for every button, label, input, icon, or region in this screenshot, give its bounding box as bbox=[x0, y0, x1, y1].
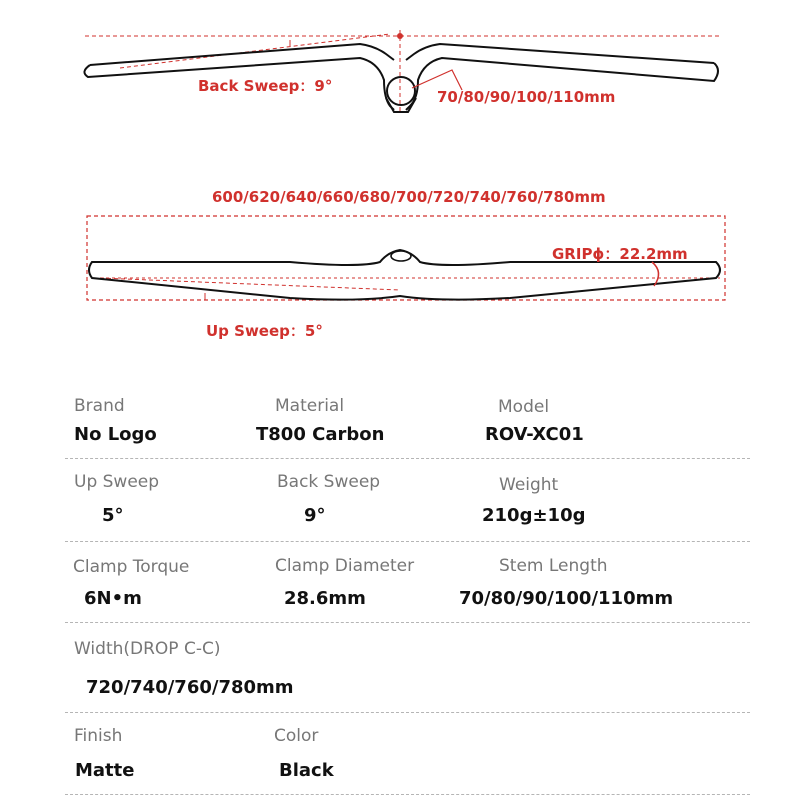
color-label: Color bbox=[274, 726, 319, 746]
handlebar-diagram bbox=[0, 0, 800, 360]
color-value: Black bbox=[279, 760, 334, 781]
up-sweep-value: 5° bbox=[102, 505, 124, 526]
clamp-torque-label: Clamp Torque bbox=[73, 557, 190, 577]
clamp-diameter-label: Clamp Diameter bbox=[275, 556, 415, 576]
model-label: Model bbox=[498, 397, 550, 417]
divider bbox=[65, 622, 750, 623]
up-sweep-spec-label: Up Sweep bbox=[74, 472, 160, 492]
weight-label: Weight bbox=[499, 475, 559, 495]
finish-label: Finish bbox=[74, 726, 123, 746]
stem-length-value: 70/80/90/100/110mm bbox=[459, 588, 674, 609]
up-sweep-label: Up Sweep：5° bbox=[206, 322, 323, 340]
clamp-diameter-value: 28.6mm bbox=[284, 588, 366, 609]
model-value: ROV-XC01 bbox=[485, 424, 584, 445]
material-label: Material bbox=[275, 396, 345, 416]
width-value: 720/740/760/780mm bbox=[86, 677, 294, 698]
stem-length-spec-label: Stem Length bbox=[499, 556, 608, 576]
divider bbox=[65, 541, 750, 542]
divider bbox=[65, 458, 750, 459]
brand-label: Brand bbox=[74, 396, 125, 416]
top-view-drawing bbox=[84, 30, 720, 112]
width-spec-label: Width(DROP C-C) bbox=[74, 639, 221, 659]
back-sweep-value: 9° bbox=[304, 505, 326, 526]
divider bbox=[65, 794, 750, 795]
divider bbox=[65, 712, 750, 713]
clamp-torque-value: 6N•m bbox=[84, 588, 142, 609]
finish-value: Matte bbox=[75, 760, 135, 781]
stem-length-label: 70/80/90/100/110mm bbox=[437, 88, 616, 106]
back-sweep-spec-label: Back Sweep bbox=[277, 472, 381, 492]
weight-value: 210g±10g bbox=[482, 505, 586, 526]
width-label: 600/620/640/660/680/700/720/740/760/780mm bbox=[212, 188, 606, 206]
brand-value: No Logo bbox=[74, 424, 157, 445]
material-value: T800 Carbon bbox=[256, 424, 385, 445]
back-sweep-label: Back Sweep：9° bbox=[198, 77, 333, 95]
grip-label: GRIPɸ：22.2mm bbox=[552, 245, 688, 263]
